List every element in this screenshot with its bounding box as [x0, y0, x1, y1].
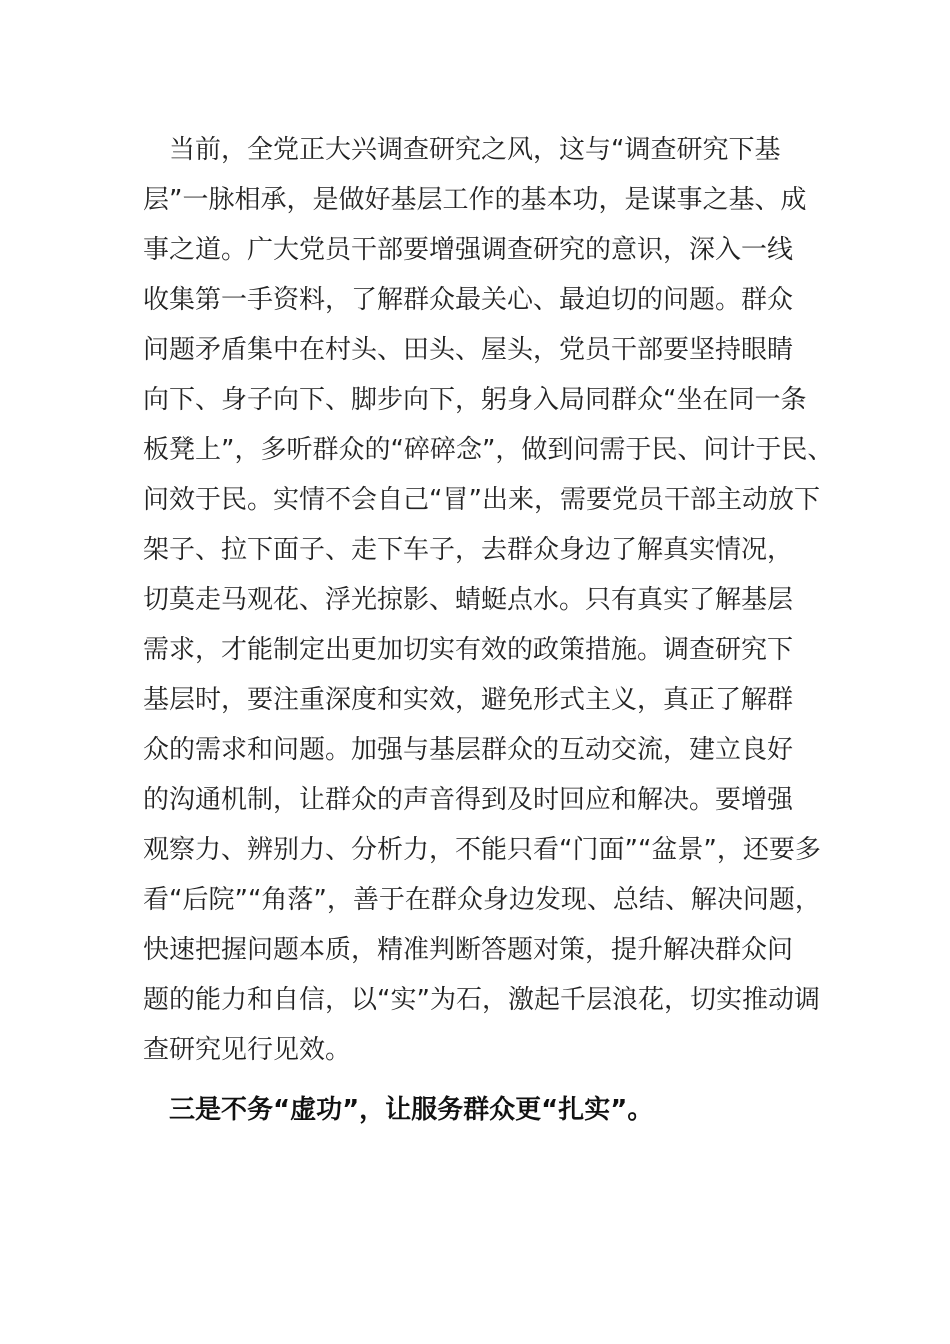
paragraph-line: 基层时，要注重深度和实效，避免形式主义，真正了解群	[143, 685, 794, 715]
paragraph-line: 快速把握问题本质，精准判断答题对策，提升解决群众问	[143, 935, 794, 965]
paragraph-line: 问题矛盾集中在村头、田头、屋头，党员干部要坚持眼睛	[143, 335, 794, 365]
paragraph-line: 当前，全党正大兴调查研究之风，这与“调查研究下基	[143, 135, 781, 165]
paragraph-line: 事之道。广大党员干部要增强调查研究的意识，深入一线	[143, 235, 794, 265]
paragraph-line: 题的能力和自信，以“实”为石，激起千层浪花，切实推动调	[143, 985, 820, 1015]
section-heading	[143, 1085, 828, 1135]
paragraph-line: 板凳上”，多听群众的“碎碎念”，做到问需于民、问计于民、	[143, 435, 834, 465]
paragraph-line: 层”一脉相承，是做好基层工作的基本功，是谋事之基、成	[143, 185, 807, 215]
paragraph-line: 问效于民。实情不会自己“冒”出来，需要党员干部主动放下	[143, 485, 820, 515]
heading-text: 三是不务“虚功”，让服务群众更“扎实”。	[143, 1095, 654, 1125]
paragraph-line: 需求，才能制定出更加切实有效的政策措施。调查研究下	[143, 635, 794, 665]
paragraph-line: 众的需求和问题。加强与基层群众的互动交流，建立良好	[143, 735, 794, 765]
paragraph-line: 看“后院”“角落”，善于在群众身边发现、总结、解决问题，	[143, 885, 821, 915]
paragraph-line: 的沟通机制，让群众的声音得到及时回应和解决。要增强	[143, 785, 794, 815]
paragraph-line: 观察力、辨别力、分析力，不能只看“门面”“盆景”，还要多	[143, 835, 821, 865]
body-paragraph	[143, 125, 834, 1075]
paragraph-line: 查研究见行见效。	[143, 1035, 352, 1065]
paragraph-line: 收集第一手资料，了解群众最关心、最迫切的问题。群众	[143, 285, 794, 315]
paragraph-line: 向下、身子向下、脚步向下，躬身入局同群众“坐在同一条	[143, 385, 807, 415]
paragraph-line: 切莫走马观花、浮光掠影、蜻蜓点水。只有真实了解基层	[143, 585, 794, 615]
paragraph-line: 架子、拉下面子、走下车子，去群众身边了解真实情况，	[143, 535, 794, 565]
